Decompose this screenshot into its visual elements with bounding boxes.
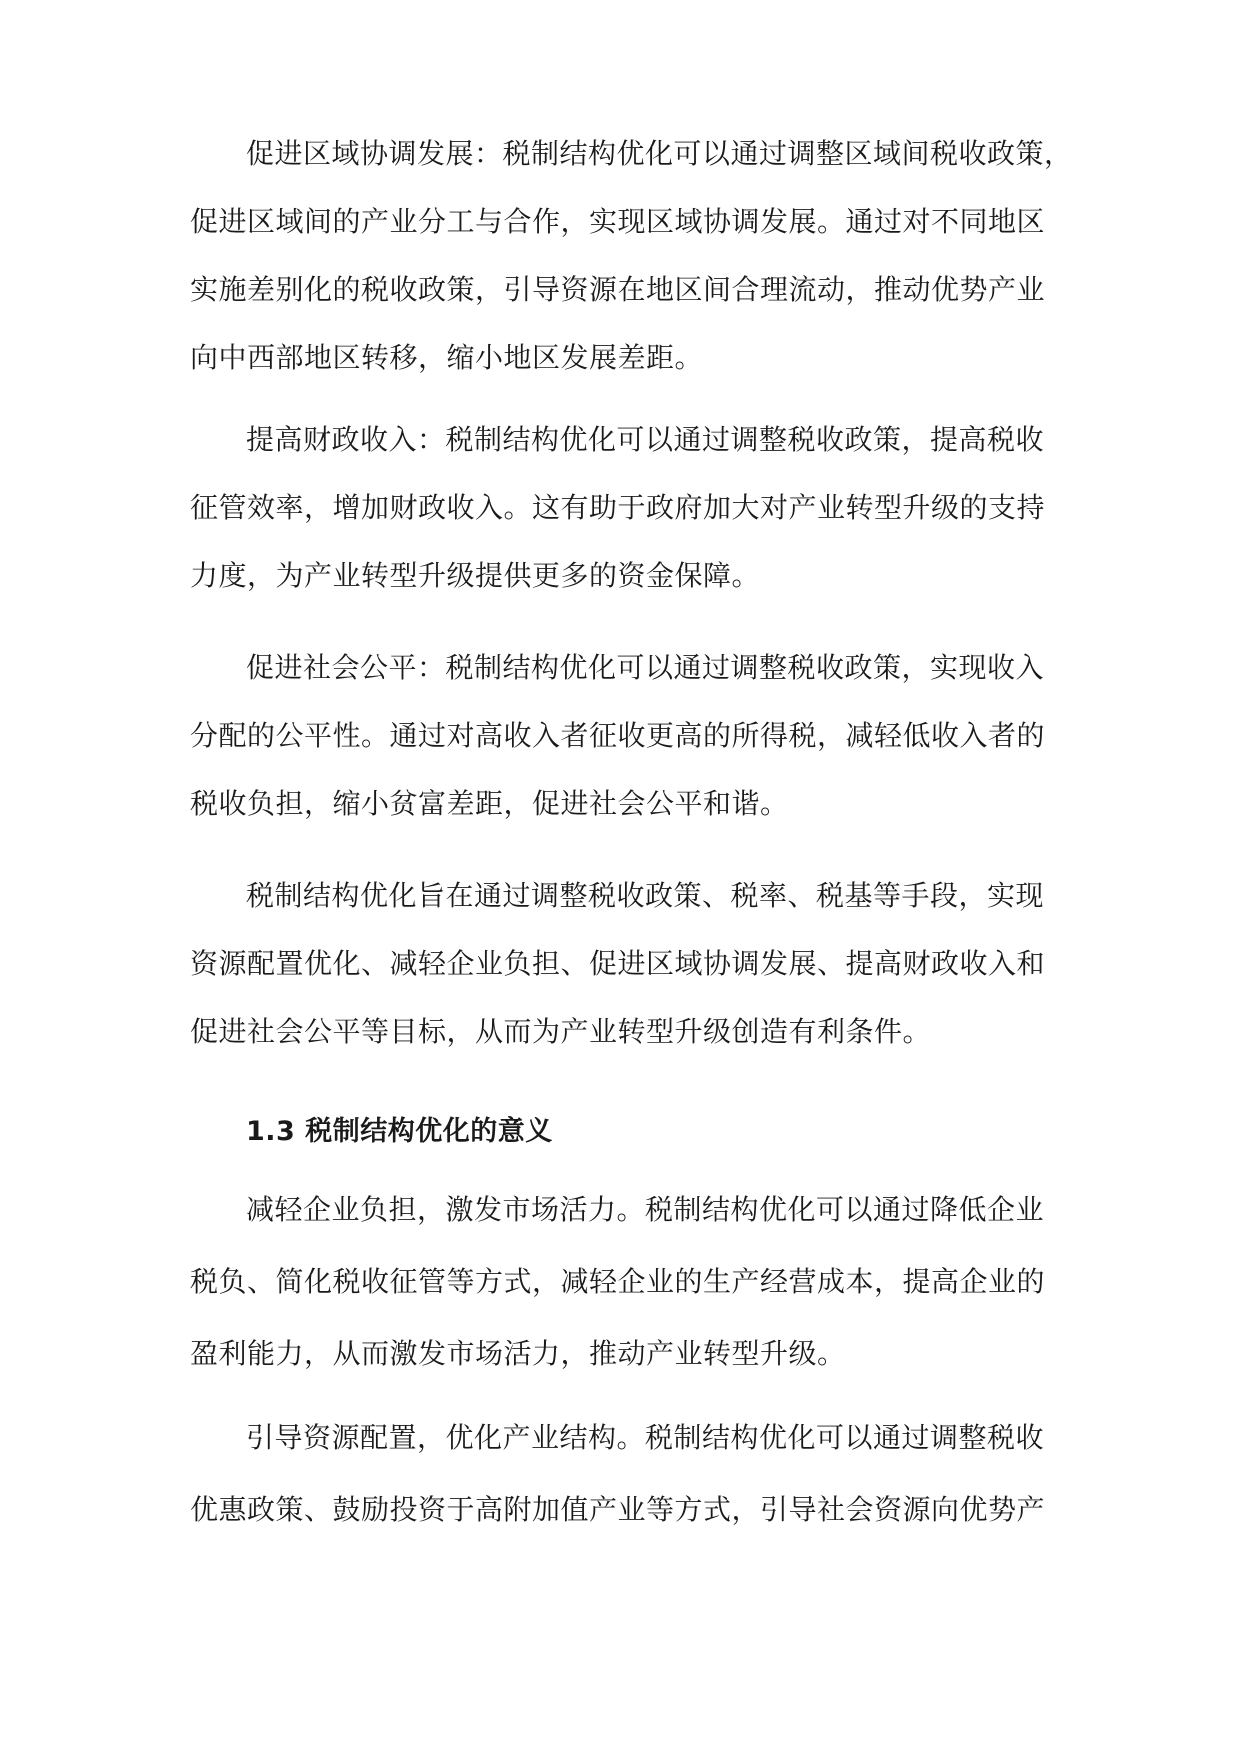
section-paragraph-2-line-1: 引导资源配置，优化产业结构。税制结构优化可以通过调整税收 — [246, 1421, 1045, 1454]
paragraph-3-line-3: 税收负担，缩小贫富差距，促进社会公平和谐。 — [190, 787, 789, 820]
document-body — [190, 0, 1073, 1754]
section-heading: 1.3 税制结构优化的意义 — [246, 1116, 553, 1147]
section-paragraph-1-line-3: 盈利能力，从而激发市场活力，推动产业转型升级。 — [190, 1337, 846, 1370]
paragraph-3-line-1: 促进社会公平：税制结构优化可以通过调整税收政策，实现收入 — [246, 651, 1045, 684]
paragraph-4-line-1: 税制结构优化旨在通过调整税收政策、税率、税基等手段，实现 — [246, 879, 1045, 912]
paragraph-1-line-1: 促进区域协调发展：税制结构优化可以通过调整区域间税收政策， — [246, 137, 1073, 170]
section-paragraph-2-line-2: 优惠政策、鼓励投资于高附加值产业等方式，引导社会资源向优势产 — [190, 1493, 1046, 1526]
paragraph-1-line-2: 促进区域间的产业分工与合作，实现区域协调发展。通过对不同地区 — [190, 205, 1046, 238]
paragraph-1-line-4: 向中西部地区转移，缩小地区发展差距。 — [190, 341, 704, 374]
paragraph-2-line-1: 提高财政收入：税制结构优化可以通过调整税收政策，提高税收 — [246, 423, 1045, 456]
paragraph-4-line-3: 促进社会公平等目标，从而为产业转型升级创造有利条件。 — [190, 1015, 932, 1048]
paragraph-2-line-3: 力度，为产业转型升级提供更多的资金保障。 — [190, 559, 761, 592]
paragraph-4-line-2: 资源配置优化、减轻企业负担、促进区域协调发展、提高财政收入和 — [190, 947, 1046, 980]
section-paragraph-1-line-2: 税负、简化税收征管等方式，减轻企业的生产经营成本，提高企业的 — [190, 1265, 1046, 1298]
section-paragraph-1-line-1: 减轻企业负担，激发市场活力。税制结构优化可以通过降低企业 — [246, 1193, 1045, 1226]
paragraph-2-line-2: 征管效率，增加财政收入。这有助于政府加大对产业转型升级的支持 — [190, 491, 1046, 524]
paragraph-1-line-3: 实施差别化的税收政策，引导资源在地区间合理流动，推动优势产业 — [190, 273, 1046, 306]
paragraph-3-line-2: 分配的公平性。通过对高收入者征收更高的所得税，减轻低收入者的 — [190, 719, 1046, 752]
